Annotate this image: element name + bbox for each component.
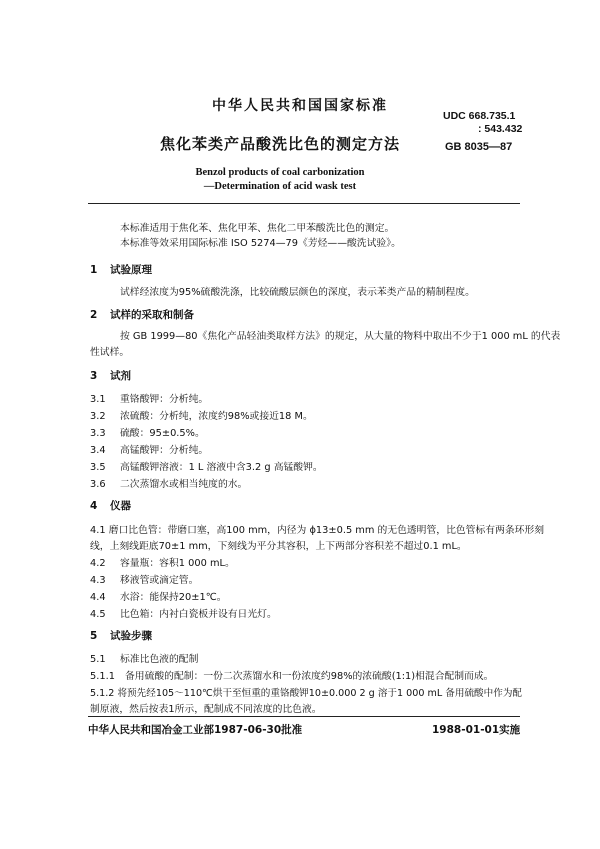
- intro-equivalence: 本标准等效采用国际标准 ISO 5274—79《芳烃——酸洗试验》。: [120, 238, 401, 249]
- section-1-text: 试样经浓度为95%硫酸洗涤，比较硫酸层颜色的深度，表示苯类产品的精制程度。: [120, 287, 475, 298]
- item-number: 4.2: [90, 558, 106, 569]
- section-title: 试样的采取和制备: [110, 309, 194, 321]
- item-text: 比色箱：内衬白瓷板并设有日光灯。: [120, 609, 277, 620]
- procedure-item-5-1: [90, 651, 198, 665]
- udc-code-line-2: : 543.432: [478, 123, 523, 135]
- item-number: 3.2: [90, 411, 106, 422]
- instrument-item: [90, 572, 198, 586]
- section-2-text-line-2: 性试样。: [90, 347, 130, 358]
- item-number: 3.5: [90, 462, 106, 473]
- item-text: 备用硫酸的配制：一份二次蒸馏水和一份浓度约98%的浓硫酸(1:1)相混合配制而成。: [125, 671, 494, 682]
- reagent-item: [90, 391, 208, 405]
- item-number: 4.3: [90, 575, 106, 586]
- instrument-item: [90, 606, 277, 620]
- item-number: 5.1.1: [90, 671, 115, 682]
- section-number: 5: [90, 630, 98, 642]
- item-text: 高锰酸钾溶液：1 L 溶液中含3.2 g 高锰酸钾。: [120, 462, 323, 473]
- approval-statement: 中华人民共和国冶金工业部1987-06-30批准: [88, 724, 303, 736]
- standard-category-title: 中华人民共和国国家标准: [212, 98, 388, 114]
- english-title-line-2: —Determination of acid wask test: [203, 181, 357, 192]
- item-text: 重铬酸钾：分析纯。: [120, 394, 209, 405]
- udc-code-line-1: UDC 668.735.1: [443, 110, 516, 122]
- section-title: 仪器: [110, 500, 131, 512]
- section-2-heading: [90, 307, 194, 322]
- section-title: 试验步骤: [110, 630, 152, 642]
- item-text: 硫酸：95±0.5%。: [120, 428, 205, 439]
- item-number: 4.4: [90, 592, 106, 603]
- reagent-item: [90, 425, 205, 439]
- instrument-item-4-1-line-1: 4.1 磨口比色管：带磨口塞，高100 mm，内径为 ϕ13±0.5 mm 的无色透明管，比色管标有两条环形刻: [90, 525, 545, 536]
- section-4-heading: [90, 498, 131, 513]
- item-text: 标准比色液的配制: [120, 654, 199, 665]
- implementation-date: 1988-01-01实施: [432, 724, 521, 736]
- procedure-item-5-1-2-line-1: 5.1.2 将预先经105～110℃烘干至恒重的重铬酸钾10±0.000 2 g 溶于1 000 mL 备用硫酸中作为配: [90, 688, 523, 699]
- instrument-item-4-1-line-2: 线，上刻线距底70±1 mm，下刻线为平分其容积，上下两部分容积差不超过0.1 mL。: [90, 541, 467, 552]
- item-text: 容量瓶：容积1 000 mL。: [120, 558, 235, 569]
- item-text: 二次蒸馏水或相当纯度的水。: [120, 479, 248, 490]
- reagent-item: [90, 408, 313, 422]
- intro-scope: 本标准适用于焦化苯、焦化甲苯、焦化二甲苯酸洗比色的测定。: [120, 223, 395, 234]
- item-number: 5.1: [90, 654, 106, 665]
- english-title-line-1: Benzol products of coal carbonization: [195, 167, 365, 178]
- item-text: 水浴：能保持20±1℃。: [120, 592, 227, 603]
- item-number: 3.3: [90, 428, 106, 439]
- instrument-item: [90, 555, 235, 569]
- item-text: 移液管或滴定管。: [120, 575, 199, 586]
- reagent-item: [90, 476, 247, 490]
- header-divider: [88, 203, 520, 204]
- section-number: 3: [90, 370, 98, 382]
- procedure-item-5-1-1: [90, 668, 493, 682]
- section-1-heading: [90, 262, 152, 277]
- section-title: 试验原理: [110, 264, 152, 276]
- procedure-item-5-1-2-line-2: 制原液，然后按表1所示，配制成不同浓度的比色液。: [90, 704, 322, 715]
- item-text: 浓硫酸：分析纯，浓度约98%或接近18 M。: [120, 411, 313, 422]
- item-text: 高锰酸钾：分析纯。: [120, 445, 209, 456]
- reagent-item: [90, 442, 208, 456]
- document-title: 焦化苯类产品酸洗比色的测定方法: [159, 135, 400, 153]
- item-number: 3.6: [90, 479, 106, 490]
- section-2-text-line-1: 按 GB 1999—80《焦化产品轻油类取样方法》的规定，从大量的物料中取出不少于1 000 mL 的代表: [120, 331, 561, 342]
- section-number: 2: [90, 309, 98, 321]
- section-number: 4: [90, 500, 98, 512]
- section-title: 试剂: [110, 370, 131, 382]
- item-number: 3.1: [90, 394, 106, 405]
- footer-divider: [88, 716, 520, 717]
- instrument-item: [90, 589, 227, 603]
- item-number: 4.5: [90, 609, 106, 620]
- section-3-heading: [90, 368, 131, 383]
- section-5-heading: [90, 628, 152, 643]
- reagent-item: [90, 459, 323, 473]
- item-number: 3.4: [90, 445, 106, 456]
- section-number: 1: [90, 264, 98, 276]
- standard-number: GB 8035—87: [445, 141, 513, 153]
